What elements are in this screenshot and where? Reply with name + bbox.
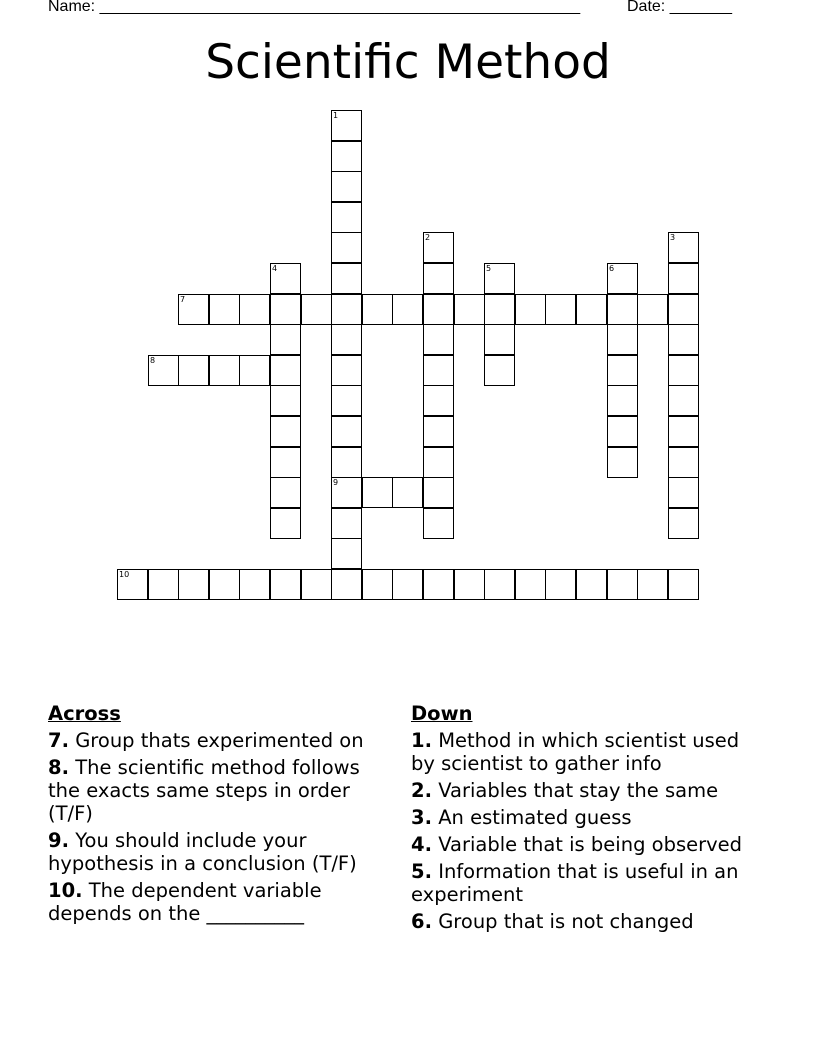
grid-cell[interactable] [362,477,393,508]
grid-cell[interactable] [148,569,179,600]
grid-cell[interactable] [148,355,179,386]
grid-cell[interactable] [668,569,699,600]
grid-cell[interactable] [484,294,515,325]
clue-across-7: 7. Group thats experimented on [48,729,364,752]
grid-cell[interactable] [270,263,301,294]
grid-cell[interactable] [607,416,638,447]
clue-number-label: 7 [180,295,186,304]
grid-cell[interactable] [607,447,638,478]
clue-across-9: 9. You should include your hypothesis in a conclusion (T/F) [48,829,357,875]
grid-cell[interactable] [423,355,454,386]
grid-cell[interactable] [331,538,362,569]
grid-cell[interactable] [331,508,362,539]
clue-number-label: 2 [425,233,431,242]
grid-cell[interactable] [454,294,485,325]
grid-cell[interactable] [270,447,301,478]
grid-cell[interactable] [178,294,209,325]
grid-cell[interactable] [668,355,699,386]
grid-cell[interactable] [270,294,301,325]
grid-cell[interactable] [178,355,209,386]
grid-cell[interactable] [331,355,362,386]
clue-across-10: 10. The dependent variable depends on the __________ [48,879,322,925]
clue-down-1: 1. Method in which scientist used by scientist to gather info [411,729,740,775]
clue-across-8: 8. The scientific method follows the exacts same steps in order (T/F) [48,756,360,825]
grid-cell[interactable] [668,294,699,325]
page-title: Scientific Method [205,35,611,90]
date-field-label: Date: _______ [627,0,732,15]
grid-cell[interactable] [607,263,638,294]
grid-cell[interactable] [484,355,515,386]
grid-cell[interactable] [178,569,209,600]
grid-cell[interactable] [668,477,699,508]
grid-cell[interactable] [668,508,699,539]
grid-cell[interactable] [209,569,240,600]
grid-cell[interactable] [423,569,454,600]
grid-cell[interactable] [331,416,362,447]
grid-cell[interactable] [301,294,332,325]
grid-cell[interactable] [270,477,301,508]
grid-cell[interactable] [484,263,515,294]
grid-cell[interactable] [331,385,362,416]
clue-number-label: 10 [119,570,130,579]
grid-cell[interactable] [607,569,638,600]
grid-cell[interactable] [239,355,270,386]
grid-cell[interactable] [484,569,515,600]
name-field-label: Name: ______________________________________________________ [48,0,581,15]
clue-number-label: 4 [272,264,278,273]
grid-cell[interactable] [117,569,148,600]
clue-down-6: 6. Group that is not changed [411,910,694,933]
grid-cell[interactable] [668,324,699,355]
grid-cell[interactable] [270,324,301,355]
grid-cell[interactable] [423,508,454,539]
grid-cell[interactable] [331,202,362,233]
grid-cell[interactable] [331,569,362,600]
grid-cell[interactable] [270,385,301,416]
clue-down-3: 3. An estimated guess [411,806,632,829]
grid-cell[interactable] [545,294,576,325]
grid-cell[interactable] [423,263,454,294]
grid-cell[interactable] [545,569,576,600]
grid-cell[interactable] [423,447,454,478]
grid-cell[interactable] [668,447,699,478]
grid-cell[interactable] [637,569,668,600]
grid-cell[interactable] [607,385,638,416]
clue-number-label: 3 [670,233,676,242]
grid-cell[interactable] [423,294,454,325]
grid-cell[interactable] [423,385,454,416]
across-clues [48,702,393,929]
grid-cell[interactable] [331,232,362,263]
grid-cell[interactable] [668,263,699,294]
grid-cell[interactable] [270,416,301,447]
clue-down-2: 2. Variables that stay the same [411,779,719,802]
clue-number-label: 5 [486,264,492,273]
clue-down-5: 5. Information that is useful in an experiment [411,860,739,906]
down-heading: Down [411,702,473,725]
clue-down-4: 4. Variable that is being observed [411,833,743,856]
clue-number-label: 8 [150,356,156,365]
across-heading: Across [48,702,121,725]
grid-cell[interactable] [331,171,362,202]
grid-cell[interactable] [239,569,270,600]
grid-cell[interactable] [668,416,699,447]
grid-cell[interactable] [392,569,423,600]
grid-cell[interactable] [239,294,270,325]
grid-cell[interactable] [331,324,362,355]
grid-cell[interactable] [515,569,546,600]
grid-cell[interactable] [301,569,332,600]
grid-cell[interactable] [423,232,454,263]
clue-number-label: 9 [333,478,339,487]
grid-cell[interactable] [515,294,546,325]
grid-cell[interactable] [331,447,362,478]
clue-number-label: 6 [609,264,615,273]
grid-cell[interactable] [668,232,699,263]
grid-cell[interactable] [270,569,301,600]
grid-cell[interactable] [209,355,240,386]
grid-cell[interactable] [270,508,301,539]
clue-number-label: 1 [333,111,339,120]
grid-cell[interactable] [607,294,638,325]
grid-cell[interactable] [576,569,607,600]
grid-cell[interactable] [331,477,362,508]
grid-cell[interactable] [454,569,485,600]
grid-cell[interactable] [362,569,393,600]
grid-cell[interactable] [423,324,454,355]
down-clues [411,702,756,937]
grid-cell[interactable] [607,324,638,355]
grid-cell[interactable] [484,324,515,355]
grid-cell[interactable] [331,263,362,294]
grid-cell[interactable] [362,294,393,325]
grid-cell[interactable] [392,294,423,325]
grid-cell[interactable] [331,110,362,141]
grid-cell[interactable] [392,477,423,508]
grid-cell[interactable] [668,385,699,416]
grid-cell[interactable] [423,477,454,508]
grid-cell[interactable] [331,141,362,172]
grid-cell[interactable] [423,416,454,447]
grid-cell[interactable] [576,294,607,325]
grid-cell[interactable] [270,355,301,386]
grid-cell[interactable] [607,355,638,386]
grid-cell[interactable] [637,294,668,325]
grid-cell[interactable] [331,294,362,325]
grid-cell[interactable] [209,294,240,325]
